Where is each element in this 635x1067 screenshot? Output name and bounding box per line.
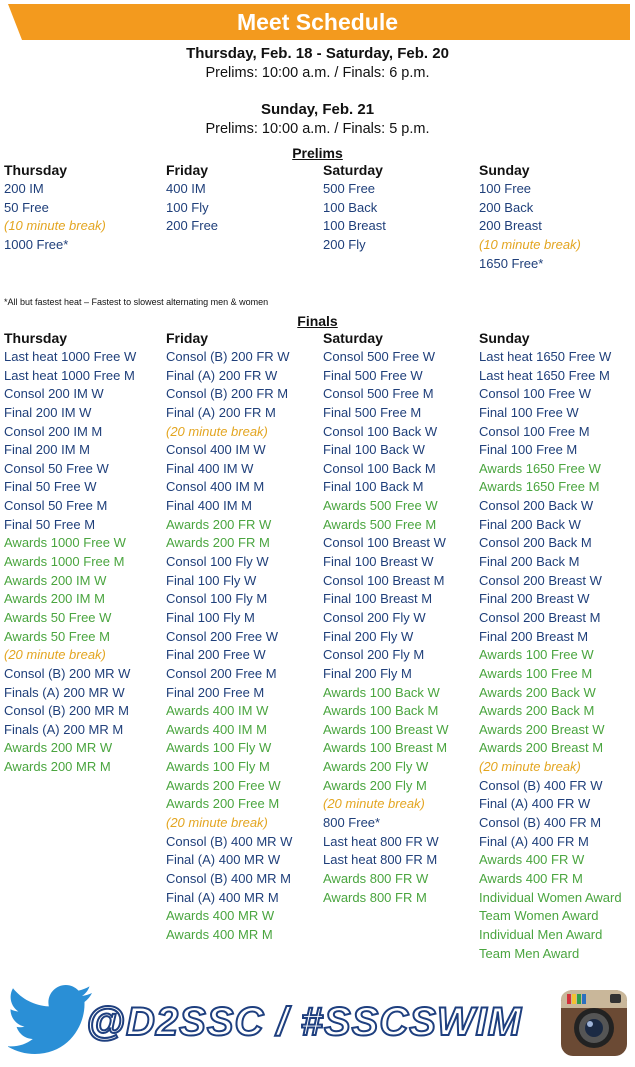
event-item: Last heat 800 FR W — [323, 833, 439, 849]
event-item: Finals (A) 200 MR W — [4, 684, 125, 700]
award-item: Individual Women Award — [479, 889, 622, 905]
event-item: Final 500 Free W — [323, 367, 423, 383]
event-item: Final 400 IM M — [166, 498, 252, 514]
event-item: Final (A) 400 FR W — [479, 796, 591, 812]
event-item: Final 200 Breast W — [479, 591, 590, 607]
event-item: Final 100 Back W — [323, 442, 425, 458]
award-item: Awards 800 FR M — [323, 889, 427, 905]
event-item: Last heat 1650 Free W — [479, 349, 612, 364]
finals-heading: Finals — [297, 313, 338, 329]
event-item: Final 200 IM M — [4, 442, 90, 458]
break-item: (20 minute break) — [166, 815, 268, 831]
prelims-sunday-column — [479, 161, 581, 273]
award-item: Awards 200 Fly W — [323, 759, 429, 775]
finals-thursday-column — [4, 329, 136, 777]
event-item: Consol 100 Free M — [479, 423, 590, 439]
event-item: 400 IM — [166, 181, 206, 196]
award-item: Awards 200 Fly M — [323, 777, 427, 793]
event-item: Final 200 Fly M — [323, 665, 412, 681]
event-item: Final (A) 200 FR W — [166, 367, 278, 383]
event-item: 800 Free* — [323, 815, 381, 831]
event-item: Last heat 1650 Free M — [479, 367, 610, 383]
event-item: Final 100 Breast M — [323, 591, 433, 607]
event-item: 100 Back — [323, 199, 378, 215]
day-heading: Friday — [166, 162, 209, 178]
event-item: 200 Breast — [479, 218, 542, 234]
day-heading: Saturday — [323, 330, 383, 346]
award-item: Awards 100 Free W — [479, 647, 594, 663]
day-heading: Saturday — [323, 162, 383, 178]
event-item: Consol 500 Free M — [323, 386, 434, 402]
event-item: Consol 200 IM W — [4, 386, 104, 402]
event-item: Final 200 Fly W — [323, 628, 414, 644]
award-item: Awards 200 Back M — [479, 703, 595, 719]
event-item: Final (A) 400 MR M — [166, 889, 279, 905]
award-item: Awards 1650 Free W — [479, 460, 601, 476]
finals-saturday-column — [323, 329, 448, 907]
event-item: Final 200 Back W — [479, 516, 581, 532]
award-item: Awards 100 Breast M — [323, 740, 448, 756]
event-item: 100 Fly — [166, 199, 209, 215]
award-item: Awards 800 FR W — [323, 870, 429, 886]
award-item: Awards 1000 Free M — [4, 554, 125, 570]
event-item: Consol 200 Free M — [166, 665, 277, 681]
footnote: *All but fastest heat – Fastest to slowest alternating men & women — [4, 297, 269, 307]
event-item: Consol (B) 400 FR W — [479, 777, 603, 793]
page-title: Meet Schedule — [236, 9, 399, 35]
event-item: Consol 200 Free W — [166, 628, 278, 644]
event-item: Consol (B) 200 FR M — [166, 386, 289, 402]
event-item: Final (A) 400 MR W — [166, 852, 281, 868]
event-item: Consol 100 Back M — [323, 460, 436, 476]
event-item: Final 200 Free M — [166, 684, 265, 700]
award-item: Awards 400 MR M — [166, 926, 273, 942]
event-item: Last heat 1000 Free M — [4, 367, 135, 383]
award-item: Individual Men Award — [479, 926, 603, 942]
finals-friday-column — [166, 329, 292, 945]
event-item: 200 Fly — [323, 236, 366, 252]
award-item: Awards 200 MR M — [4, 759, 111, 775]
event-item: 100 Free — [479, 181, 532, 196]
event-item: Consol (B) 200 MR M — [4, 703, 129, 719]
award-item: Awards 200 Free M — [166, 796, 280, 812]
break-item: (10 minute break) — [479, 236, 581, 252]
twitter-bird-icon — [8, 985, 94, 1062]
award-item: Awards 200 Breast M — [479, 740, 604, 756]
event-item: Consol 100 Free W — [479, 386, 591, 402]
award-item: Awards 100 Fly M — [166, 759, 270, 775]
event-item: Last heat 1000 Free W — [4, 349, 137, 364]
event-item: Consol 500 Free W — [323, 349, 435, 364]
event-item: Consol 200 IM M — [4, 423, 103, 439]
break-item: (20 minute break) — [4, 647, 106, 663]
event-item: Consol 200 Fly M — [323, 647, 425, 663]
event-item: 1650 Free* — [479, 255, 544, 271]
session1-times: Prelims: 10:00 a.m. / Finals: 6 p.m. — [205, 65, 430, 81]
day-heading: Thursday — [4, 162, 68, 178]
award-item: Awards 50 Free M — [4, 628, 110, 644]
event-item: 50 Free — [4, 199, 49, 215]
event-item: Final 200 Free W — [166, 647, 266, 663]
social-handles: @D2SSC / #SSCSWIM — [86, 1000, 523, 1044]
award-item: Awards 100 Back W — [323, 684, 440, 700]
prelims-heading: Prelims — [292, 145, 343, 161]
event-item: Final 400 IM W — [166, 460, 254, 476]
event-item: 200 Back — [479, 199, 534, 215]
event-item: Final (A) 200 FR M — [166, 404, 276, 420]
event-item: Consol (B) 400 MR M — [166, 870, 291, 886]
event-item: Final 50 Free W — [4, 479, 97, 495]
instagram-camera-icon — [560, 989, 628, 1062]
event-item: Consol 100 Fly M — [166, 591, 268, 607]
event-item: Consol (B) 400 MR W — [166, 833, 293, 849]
event-item: Final 100 Fly W — [166, 572, 257, 588]
award-item: Awards 50 Free W — [4, 609, 112, 625]
day-heading: Sunday — [479, 330, 530, 346]
event-item: 1000 Free* — [4, 236, 69, 252]
prelims-thursday-column — [4, 161, 106, 255]
award-item: Awards 200 FR M — [166, 535, 270, 551]
event-item: Consol 100 Back W — [323, 423, 438, 439]
event-item: 100 Breast — [323, 218, 386, 234]
award-item: Awards 1000 Free W — [4, 535, 126, 551]
event-item: Consol (B) 400 FR M — [479, 815, 602, 831]
award-item: Awards 400 IM M — [166, 721, 267, 737]
award-item: Team Men Award — [479, 945, 580, 961]
event-item: Final 200 IM W — [4, 404, 92, 420]
event-item: Last heat 800 FR M — [323, 852, 438, 868]
event-item: Consol 100 Breast W — [323, 535, 446, 551]
event-item: Final 500 Free M — [323, 404, 422, 420]
break-item: (20 minute break) — [323, 796, 425, 812]
event-item: Consol 200 Back M — [479, 535, 592, 551]
event-item: Consol 50 Free M — [4, 498, 108, 514]
event-item: Final (A) 400 FR M — [479, 833, 589, 849]
event-item: Consol (B) 200 MR W — [4, 665, 131, 681]
event-item: Final 100 Fly M — [166, 609, 255, 625]
event-item: Consol (B) 200 FR W — [166, 349, 290, 364]
award-item: Awards 500 Free W — [323, 498, 438, 514]
event-item: Final 200 Breast M — [479, 628, 589, 644]
award-item: Awards 100 Breast W — [323, 721, 449, 737]
prelims-saturday-column — [323, 161, 386, 255]
event-item: 200 IM — [4, 181, 44, 196]
session2-dates: Sunday, Feb. 21 — [260, 101, 375, 118]
event-item: Consol 100 Fly W — [166, 554, 269, 570]
event-item: Consol 100 Breast M — [323, 572, 445, 588]
event-item: Final 100 Breast W — [323, 554, 434, 570]
session1-dates: Thursday, Feb. 18 - Saturday, Feb. 20 — [186, 45, 449, 62]
award-item: Awards 200 Free W — [166, 777, 281, 793]
event-item: Final 50 Free M — [4, 516, 96, 532]
award-item: Awards 200 Breast W — [479, 721, 605, 737]
event-item: 500 Free — [323, 181, 376, 196]
break-item: (10 minute break) — [4, 218, 106, 234]
event-item: Final 100 Back M — [323, 479, 424, 495]
award-item: Awards 100 Free M — [479, 665, 593, 681]
award-item: Awards 200 IM W — [4, 572, 107, 588]
session2-times: Prelims: 10:00 a.m. / Finals: 5 p.m. — [205, 121, 430, 137]
award-item: Awards 1650 Free M — [479, 479, 600, 495]
award-item: Awards 100 Back M — [323, 703, 439, 719]
award-item: Awards 400 MR W — [166, 908, 275, 924]
award-item: Awards 500 Free M — [323, 516, 437, 532]
award-item: Awards 200 IM M — [4, 591, 105, 607]
event-item: Consol 200 Breast M — [479, 609, 601, 625]
award-item: Awards 200 MR W — [4, 740, 113, 756]
event-item: Final 200 Back M — [479, 554, 580, 570]
finals-sunday-column — [479, 329, 622, 963]
award-item: Awards 400 FR M — [479, 870, 583, 886]
day-heading: Sunday — [479, 162, 530, 178]
event-item: Consol 200 Back W — [479, 498, 594, 514]
break-item: (20 minute break) — [479, 759, 581, 775]
event-item: Final 100 Free M — [479, 442, 578, 458]
award-item: Awards 400 IM W — [166, 703, 269, 719]
award-item: Awards 400 FR W — [479, 852, 585, 868]
event-item: Final 100 Free W — [479, 404, 579, 420]
day-heading: Friday — [166, 330, 209, 346]
award-item: Awards 100 Fly W — [166, 740, 272, 756]
break-item: (20 minute break) — [166, 423, 268, 439]
event-item: Consol 400 IM W — [166, 442, 266, 458]
event-item: Consol 200 Fly W — [323, 609, 426, 625]
award-item: Awards 200 FR W — [166, 516, 272, 532]
event-item: 200 Free — [166, 218, 219, 234]
event-item: Consol 50 Free W — [4, 460, 109, 476]
award-item: Awards 200 Back W — [479, 684, 596, 700]
event-item: Consol 200 Breast W — [479, 572, 602, 588]
event-item: Finals (A) 200 MR M — [4, 721, 124, 737]
award-item: Team Women Award — [479, 908, 599, 924]
day-heading: Thursday — [4, 330, 68, 346]
prelims-friday-column — [166, 161, 218, 236]
event-item: Consol 400 IM M — [166, 479, 265, 495]
